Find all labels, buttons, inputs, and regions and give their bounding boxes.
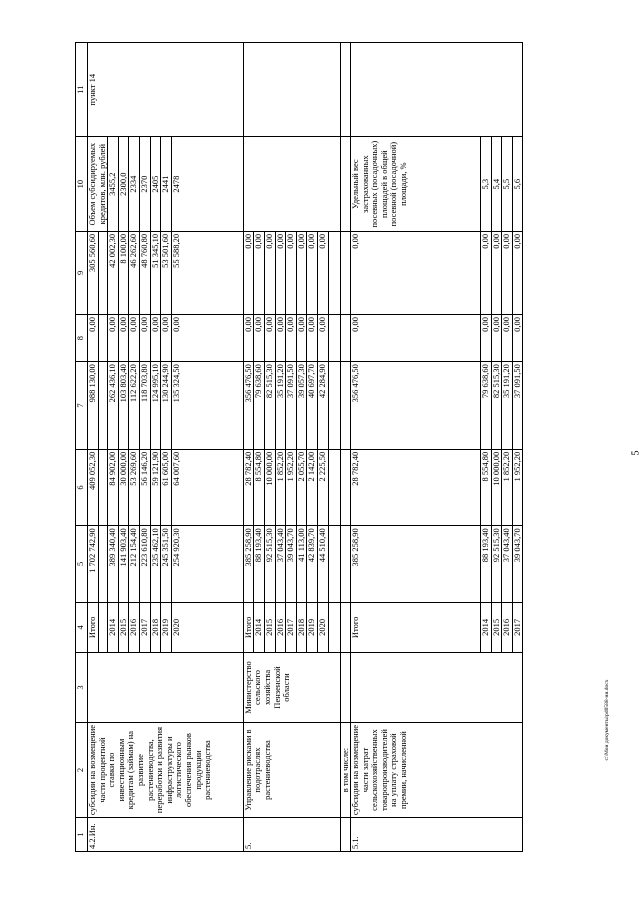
section-4-2-total-row bbox=[88, 43, 99, 852]
col-header: 7 bbox=[76, 362, 88, 450]
col-header: 2 bbox=[76, 722, 88, 818]
col-header: 6 bbox=[76, 449, 88, 525]
year: 2017 bbox=[286, 602, 297, 653]
indicator-value: 5,6 bbox=[512, 137, 523, 231]
amount-total: 42 839,70 bbox=[307, 526, 318, 602]
amount-local: 0,00 bbox=[88, 314, 99, 361]
total-label: Итого bbox=[351, 602, 481, 653]
indicator-value: 2370 bbox=[139, 137, 150, 231]
amount-federal: 409 052,30 bbox=[88, 449, 99, 525]
year: 2020 bbox=[171, 602, 243, 653]
amount-local: 0,00 bbox=[264, 314, 275, 361]
amount-other: 46 262,60 bbox=[129, 231, 140, 314]
measure-description: субсидии на возмещение части затрат сельскохозяйственных товаропроизводителей на уплату страховой премии, начисленной bbox=[351, 722, 523, 818]
year: 2018 bbox=[150, 602, 161, 653]
amount-regional: 37 091,50 bbox=[512, 362, 523, 450]
amount-local: 0,00 bbox=[491, 314, 502, 361]
amount-regional: 130 244,90 bbox=[161, 362, 172, 450]
amount-other: 53 501,60 bbox=[161, 231, 172, 314]
amount-total: 88 193,40 bbox=[481, 526, 492, 602]
amount-regional: 135 324,50 bbox=[171, 362, 243, 450]
indicator-value: 2334 bbox=[129, 137, 140, 231]
amount-total: 92 515,30 bbox=[491, 526, 502, 602]
amount-other: 305 560,60 bbox=[88, 231, 99, 314]
amount-total: 212 154,40 bbox=[129, 526, 140, 602]
amount-federal: 2 142,00 bbox=[307, 449, 318, 525]
col-header: 3 bbox=[76, 653, 88, 723]
amount-local: 0,00 bbox=[307, 314, 318, 361]
year: 2015 bbox=[264, 602, 275, 653]
amount-regional: 79 638,60 bbox=[481, 362, 492, 450]
page-number: 5 bbox=[630, 450, 642, 456]
amount-other: 0,00 bbox=[307, 231, 318, 314]
executor-organization: Министерство сельского хозяйства Пензенской области bbox=[243, 653, 340, 723]
measure-description: Управление рисками в подотраслях растениеводства bbox=[243, 722, 340, 818]
amount-other: 0,00 bbox=[243, 231, 254, 314]
table-body bbox=[76, 43, 523, 852]
col-header: 11 bbox=[76, 43, 88, 137]
rotated-table-container bbox=[75, 42, 585, 852]
year: 2016 bbox=[502, 602, 513, 653]
indicator-value: 5,5 bbox=[502, 137, 513, 231]
column-number-row bbox=[76, 43, 88, 852]
amount-local: 0,00 bbox=[161, 314, 172, 361]
empty-cell bbox=[340, 818, 351, 852]
amount-local: 0,00 bbox=[118, 314, 129, 361]
row-number: 5. bbox=[243, 818, 340, 852]
year: 2019 bbox=[307, 602, 318, 653]
col-header: 9 bbox=[76, 231, 88, 314]
col-header: 1 bbox=[76, 818, 88, 852]
amount-local: 0,00 bbox=[171, 314, 243, 361]
amount-federal: 56 146,20 bbox=[139, 449, 150, 525]
indicator-value: 2441 bbox=[161, 137, 172, 231]
indicator-name: Объем субсидируемых кредитов, млн. рублей bbox=[88, 137, 108, 231]
amount-federal: 2 055,70 bbox=[296, 449, 307, 525]
amount-total: 235 462,10 bbox=[150, 526, 161, 602]
program-item-cell bbox=[243, 43, 340, 137]
amount-total: 223 610,80 bbox=[139, 526, 150, 602]
amount-federal: 2 225,50 bbox=[317, 449, 328, 525]
amount-total: 37 043,40 bbox=[275, 526, 286, 602]
amount-local: 0,00 bbox=[139, 314, 150, 361]
amount-other: 0,00 bbox=[317, 231, 328, 314]
program-item-cell bbox=[351, 43, 523, 137]
amount-other: 0,00 bbox=[512, 231, 523, 314]
amount-federal: 10 000,00 bbox=[491, 449, 502, 525]
amount-regional: 35 191,20 bbox=[275, 362, 286, 450]
year: 2017 bbox=[139, 602, 150, 653]
year: 2014 bbox=[108, 602, 119, 653]
row-number: 4.2.Ин. bbox=[88, 818, 244, 852]
amount-federal: 28 782,40 bbox=[243, 449, 254, 525]
executor-cell bbox=[88, 653, 244, 723]
amount-local: 0,00 bbox=[512, 314, 523, 361]
indicator-name: Удельный вес застрахованных посевных (посадочных) площадей в общей посевной (посадочной) площади, % bbox=[351, 137, 481, 231]
including-row bbox=[340, 43, 351, 852]
program-table bbox=[75, 42, 523, 852]
footer-file-path: c:\Мои документы\pd0588-ни.docx bbox=[604, 679, 610, 761]
amount-total: 385 258,90 bbox=[351, 526, 481, 602]
program-item-ref: пункт 14 bbox=[88, 43, 244, 137]
year: 2020 bbox=[317, 602, 328, 653]
amount-total: 254 920,30 bbox=[171, 526, 243, 602]
year: 2015 bbox=[118, 602, 129, 653]
amount-federal: 8 554,80 bbox=[481, 449, 492, 525]
amount-regional: 79 638,60 bbox=[254, 362, 265, 450]
amount-federal: 1 952,20 bbox=[286, 449, 297, 525]
row-number: 5.1. bbox=[351, 818, 523, 852]
amount-local: 0,00 bbox=[243, 314, 254, 361]
amount-local: 0,00 bbox=[129, 314, 140, 361]
amount-total: 88 193,40 bbox=[254, 526, 265, 602]
amount-federal: 59 121,90 bbox=[150, 449, 161, 525]
year: 2014 bbox=[254, 602, 265, 653]
amount-federal: 28 782,40 bbox=[351, 449, 481, 525]
indicator-value: 2300,0 bbox=[118, 137, 129, 231]
year: 2018 bbox=[296, 602, 307, 653]
year: 2016 bbox=[129, 602, 140, 653]
indicator-value: 2478 bbox=[171, 137, 243, 231]
col-header: 10 bbox=[76, 137, 88, 231]
amount-total: 385 258,90 bbox=[243, 526, 254, 602]
amount-local: 0,00 bbox=[351, 314, 481, 361]
amount-other: 0,00 bbox=[502, 231, 513, 314]
amount-regional: 103 803,40 bbox=[118, 362, 129, 450]
amount-regional: 37 091,50 bbox=[286, 362, 297, 450]
amount-other: 0,00 bbox=[491, 231, 502, 314]
amount-federal: 61 605,00 bbox=[161, 449, 172, 525]
col-header: 8 bbox=[76, 314, 88, 361]
amount-local: 0,00 bbox=[317, 314, 328, 361]
amount-regional: 82 515,30 bbox=[491, 362, 502, 450]
amount-local: 0,00 bbox=[150, 314, 161, 361]
amount-federal: 1 852,20 bbox=[275, 449, 286, 525]
amount-federal: 30 000,00 bbox=[118, 449, 129, 525]
amount-federal: 8 554,80 bbox=[254, 449, 265, 525]
amount-other: 55 588,20 bbox=[171, 231, 243, 314]
amount-regional: 262 436,10 bbox=[108, 362, 119, 450]
amount-local: 0,00 bbox=[108, 314, 119, 361]
amount-federal: 1 952,20 bbox=[512, 449, 523, 525]
amount-other: 0,00 bbox=[264, 231, 275, 314]
amount-regional: 118 703,80 bbox=[139, 362, 150, 450]
amount-federal: 64 007,60 bbox=[171, 449, 243, 525]
amount-other: 0,00 bbox=[481, 231, 492, 314]
amount-federal: 10 000,00 bbox=[264, 449, 275, 525]
amount-other: 8 100,00 bbox=[118, 231, 129, 314]
amount-other: 0,00 bbox=[296, 231, 307, 314]
amount-regional: 42 284,90 bbox=[317, 362, 328, 450]
amount-federal: 1 852,20 bbox=[502, 449, 513, 525]
amount-other: 0,00 bbox=[275, 231, 286, 314]
amount-other: 0,00 bbox=[286, 231, 297, 314]
amount-total: 44 510,40 bbox=[317, 526, 328, 602]
amount-regional: 988 130,00 bbox=[88, 362, 99, 450]
amount-other: 48 760,80 bbox=[139, 231, 150, 314]
including-label: в том числе: bbox=[340, 722, 351, 818]
amount-regional: 124 995,10 bbox=[150, 362, 161, 450]
amount-total: 92 515,30 bbox=[264, 526, 275, 602]
amount-local: 0,00 bbox=[286, 314, 297, 361]
amount-federal: 84 902,00 bbox=[108, 449, 119, 525]
amount-total: 37 043,40 bbox=[502, 526, 513, 602]
col-header: 5 bbox=[76, 526, 88, 602]
col-header: 4 bbox=[76, 602, 88, 653]
amount-regional: 82 515,30 bbox=[264, 362, 275, 450]
section-5-total-row bbox=[243, 43, 254, 852]
amount-local: 0,00 bbox=[296, 314, 307, 361]
amount-other: 0,00 bbox=[351, 231, 481, 314]
amount-local: 0,00 bbox=[254, 314, 265, 361]
indicator-value: 5,4 bbox=[491, 137, 502, 231]
measure-description: субсидии на возмещение части процентной ставки по инвестиционным кредитам (займам) на развитие растениеводства, переработки и развития инфраструктуры и логистического обеспечения рынков продукции растениеводства bbox=[88, 722, 244, 818]
amount-local: 0,00 bbox=[502, 314, 513, 361]
amount-total: 141 903,40 bbox=[118, 526, 129, 602]
amount-other: 51 345,10 bbox=[150, 231, 161, 314]
amount-federal: 53 269,60 bbox=[129, 449, 140, 525]
amount-regional: 356 476,50 bbox=[351, 362, 481, 450]
year: 2016 bbox=[275, 602, 286, 653]
amount-other: 42 002,30 bbox=[108, 231, 119, 314]
amount-total: 39 043,70 bbox=[512, 526, 523, 602]
amount-total: 245 351,50 bbox=[161, 526, 172, 602]
amount-regional: 356 476,50 bbox=[243, 362, 254, 450]
indicator-cell bbox=[243, 137, 340, 231]
indicator-value: 3455,2 bbox=[108, 137, 119, 231]
indicator-value: 5,3 bbox=[481, 137, 492, 231]
amount-total: 41 113,00 bbox=[296, 526, 307, 602]
amount-local: 0,00 bbox=[481, 314, 492, 361]
amount-regional: 112 622,20 bbox=[129, 362, 140, 450]
total-label: Итого bbox=[243, 602, 254, 653]
amount-local: 0,00 bbox=[275, 314, 286, 361]
indicator-value: 2405 bbox=[150, 137, 161, 231]
year: 2017 bbox=[512, 602, 523, 653]
amount-total: 1 702 742,90 bbox=[88, 526, 99, 602]
section-5-1-total-row bbox=[351, 43, 481, 852]
amount-regional: 39 057,30 bbox=[296, 362, 307, 450]
amount-regional: 40 697,70 bbox=[307, 362, 318, 450]
year: 2015 bbox=[491, 602, 502, 653]
executor-cell bbox=[351, 653, 523, 723]
amount-total: 39 043,70 bbox=[286, 526, 297, 602]
amount-other: 0,00 bbox=[254, 231, 265, 314]
year: 2019 bbox=[161, 602, 172, 653]
total-label: Итого bbox=[88, 602, 99, 653]
amount-total: 389 340,40 bbox=[108, 526, 119, 602]
amount-regional: 35 191,20 bbox=[502, 362, 513, 450]
year: 2014 bbox=[481, 602, 492, 653]
